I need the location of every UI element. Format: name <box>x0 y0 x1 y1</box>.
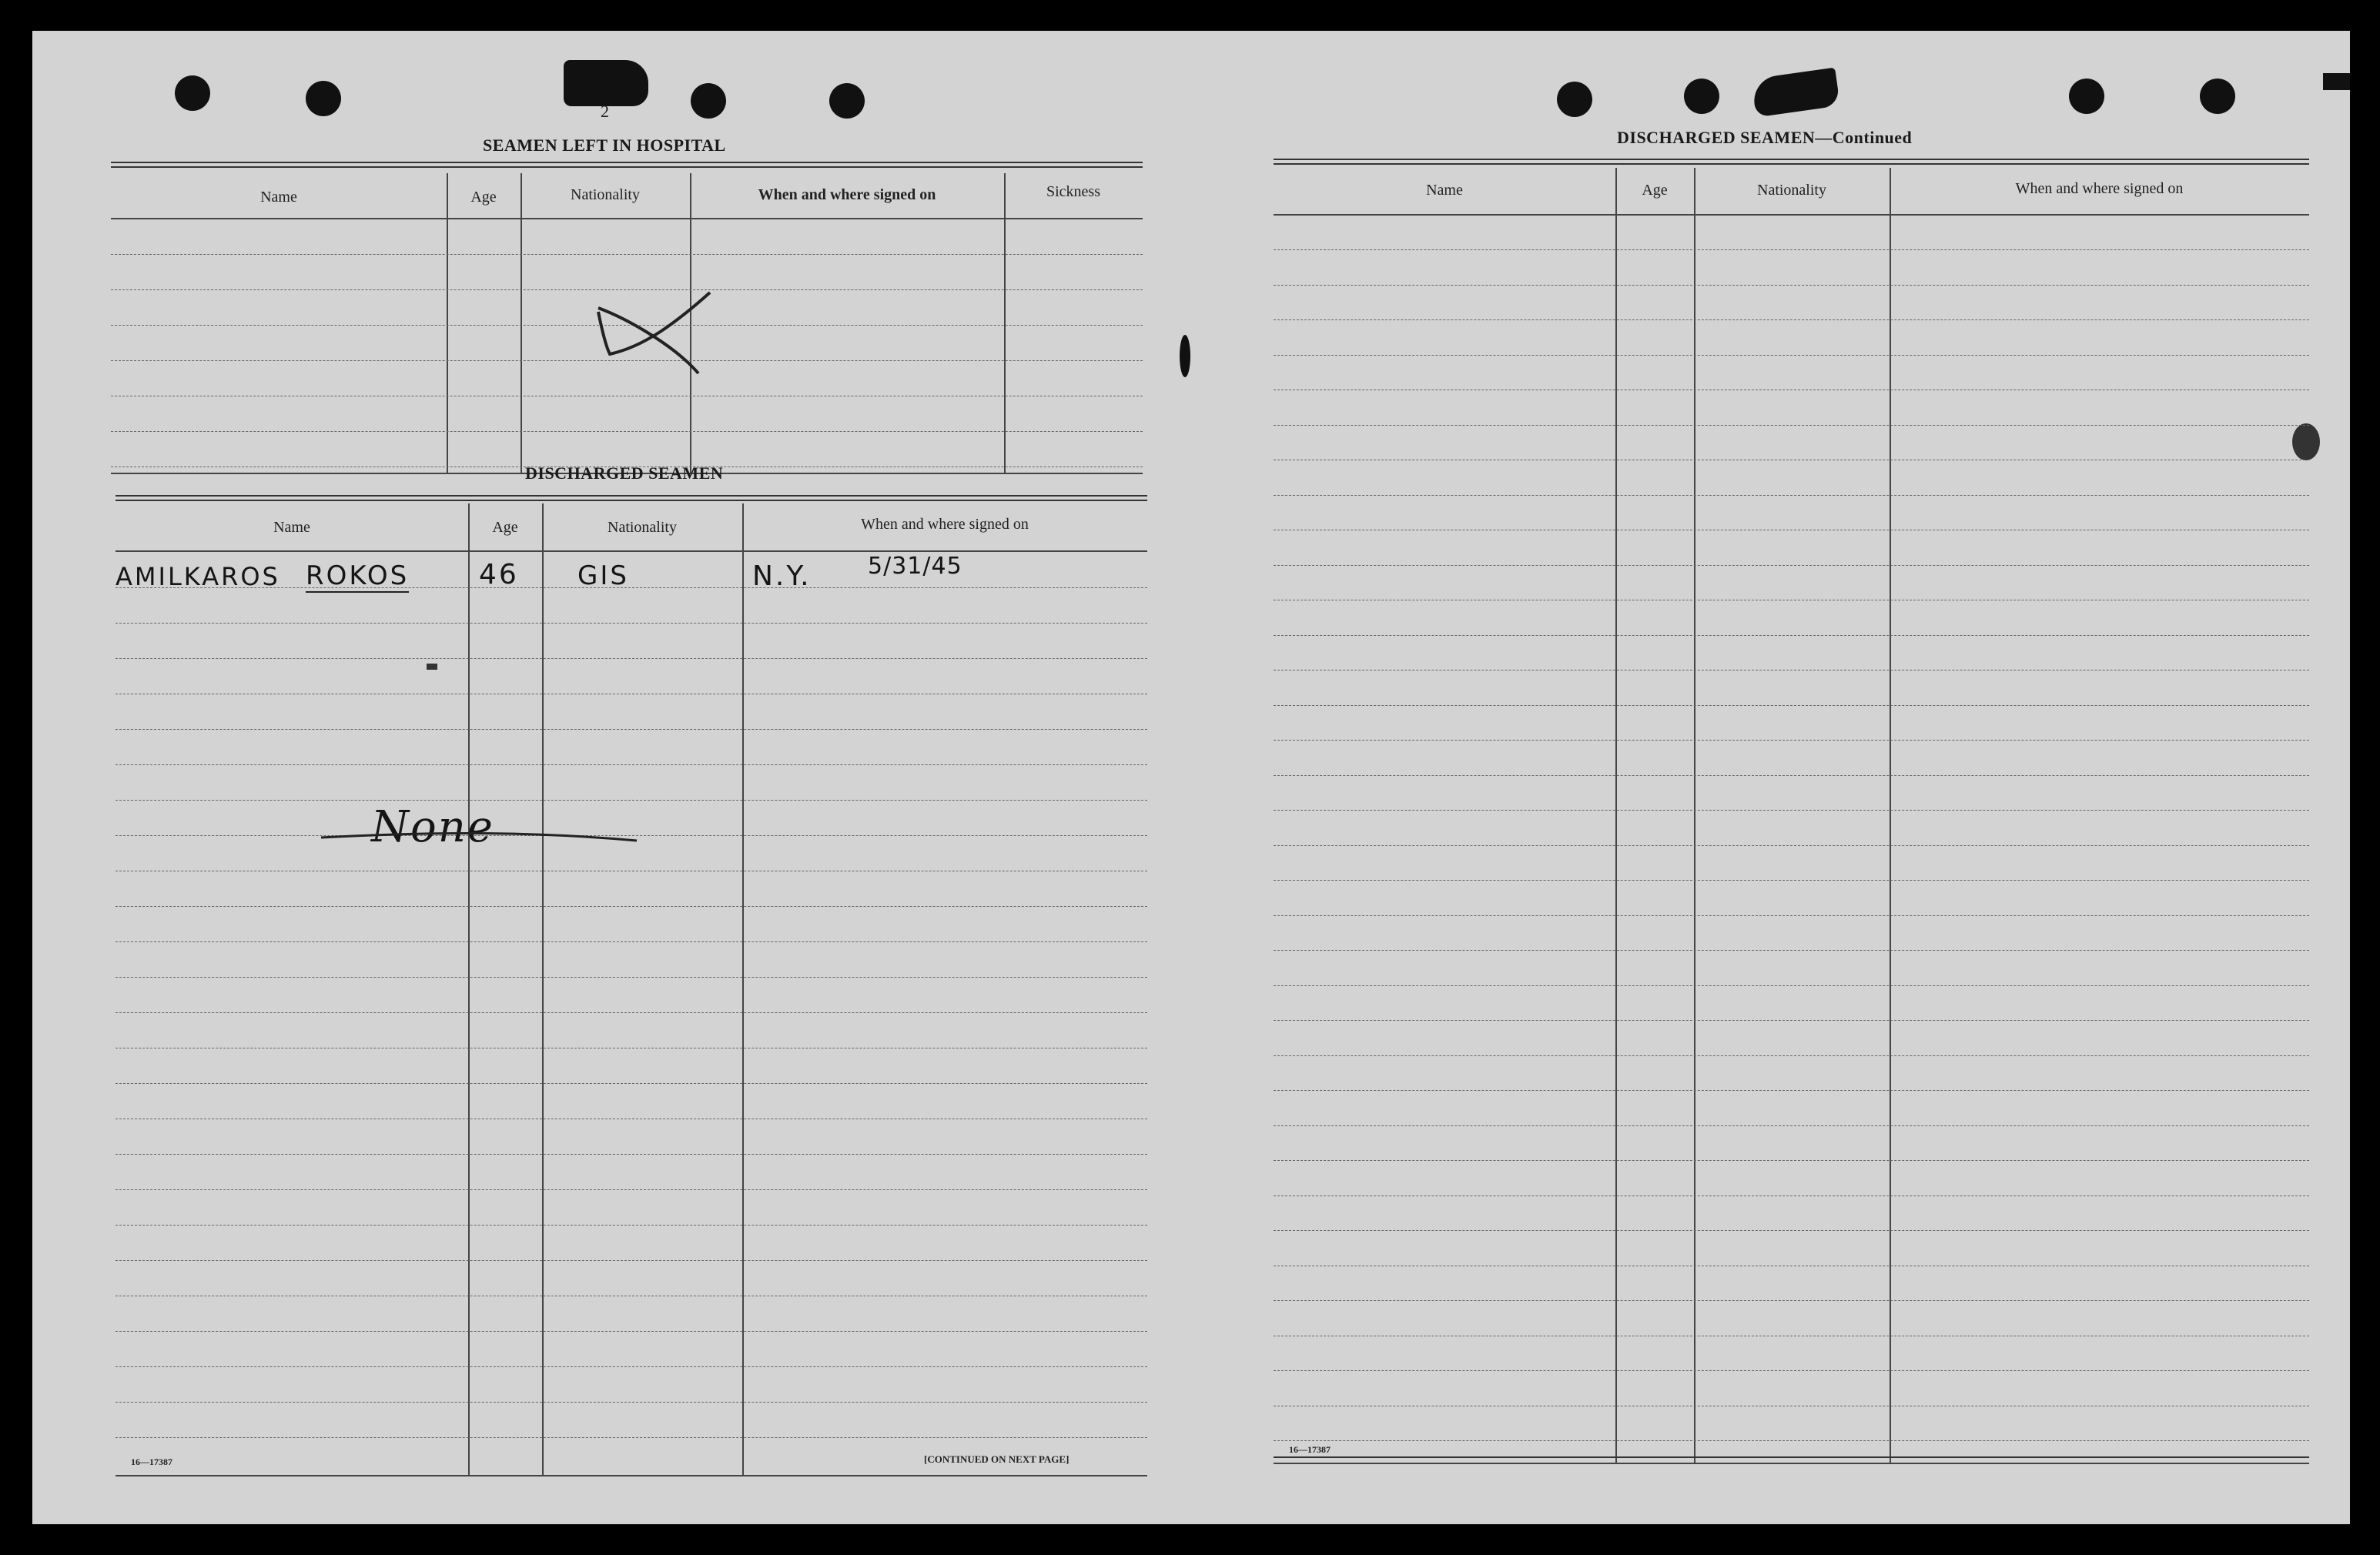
row-line <box>115 1260 1147 1261</box>
column-divider <box>1004 173 1006 473</box>
rule <box>111 162 1143 163</box>
column-header-nationality: Nationality <box>571 186 640 203</box>
column-divider <box>742 503 744 1475</box>
column-header-age: Age <box>470 189 497 206</box>
punch-hole <box>2200 79 2235 114</box>
row-line <box>115 729 1147 730</box>
ink-blot <box>2323 73 2350 90</box>
rule <box>115 500 1147 501</box>
row-line <box>1274 950 2309 951</box>
row-line <box>111 431 1143 432</box>
punch-hole <box>829 83 865 119</box>
column-header-age: Age <box>492 519 518 536</box>
punch-hole <box>175 75 210 111</box>
column-divider <box>1694 168 1695 1463</box>
row-line <box>115 1331 1147 1332</box>
column-header-name: Name <box>1426 182 1463 199</box>
punch-hole <box>2069 79 2104 114</box>
column-divider <box>521 173 522 473</box>
seaman-last-name: ROKOS <box>306 560 410 591</box>
ink-blot <box>564 60 648 106</box>
row-line <box>1274 1055 2309 1056</box>
rule <box>1274 159 2309 160</box>
column-header-name: Name <box>260 189 297 206</box>
discharged-section-title: DISCHARGED SEAMEN <box>525 463 724 483</box>
column-divider <box>468 503 470 1475</box>
punch-hole <box>691 83 726 119</box>
rule <box>115 495 1147 497</box>
form-number: 16—17387 <box>1289 1444 1331 1455</box>
signed-on-date: 5/31/45 <box>868 553 962 580</box>
row-line <box>1274 915 2309 916</box>
row-line <box>115 764 1147 765</box>
column-header-age: Age <box>1642 182 1668 199</box>
row-line <box>1274 1125 2309 1126</box>
row-line <box>1274 810 2309 811</box>
row-line <box>1274 1440 2309 1441</box>
row-line <box>1274 985 2309 986</box>
row-line <box>1274 880 2309 881</box>
ink-blot <box>1751 68 1840 118</box>
row-line <box>111 254 1143 255</box>
strike-line <box>317 807 641 853</box>
header-rule <box>111 218 1143 219</box>
column-divider <box>1890 168 1891 1463</box>
column-header-signed-on: When and where signed on <box>861 516 1029 533</box>
column-header-signed-on: When and where signed on <box>758 186 936 203</box>
row-line <box>115 941 1147 942</box>
document-page <box>32 31 2350 1524</box>
seaman-nationality: GIS <box>577 560 629 591</box>
row-line <box>1274 425 2309 426</box>
rule <box>1274 1463 2309 1464</box>
row-line <box>1274 740 2309 741</box>
ink-mark <box>427 664 437 670</box>
row-line <box>1274 249 2309 250</box>
continued-note: [CONTINUED ON NEXT PAGE] <box>924 1453 1069 1465</box>
column-divider <box>447 173 448 473</box>
rule <box>1274 163 2309 165</box>
column-header-nationality: Nationality <box>1757 182 1826 199</box>
row-line <box>1274 705 2309 706</box>
row-line <box>115 623 1147 624</box>
row-line <box>1274 495 2309 496</box>
row-line <box>115 1437 1147 1438</box>
crossed-out-note: None <box>371 802 494 852</box>
signed-on-place: N.Y. <box>752 560 812 592</box>
row-line <box>115 1154 1147 1155</box>
column-header-sickness: Sickness <box>1046 183 1100 200</box>
row-line <box>115 1225 1147 1226</box>
row-line <box>1274 355 2309 356</box>
column-divider <box>1615 168 1617 1463</box>
row-line <box>115 1366 1147 1367</box>
ink-blot <box>1180 335 1190 377</box>
column-header-nationality: Nationality <box>608 519 677 536</box>
page-number: 2 <box>601 102 609 121</box>
row-line <box>1274 635 2309 636</box>
row-line <box>115 1012 1147 1013</box>
row-line <box>1274 1020 2309 1021</box>
row-line <box>1274 285 2309 286</box>
rule <box>111 166 1143 168</box>
row-line <box>1274 1300 2309 1301</box>
discharged-continued-title: DISCHARGED SEAMEN—Continued <box>1617 128 1913 147</box>
cross-mark <box>583 277 737 385</box>
row-line <box>1274 1230 2309 1231</box>
row-line <box>115 1402 1147 1403</box>
row-line <box>1274 1160 2309 1161</box>
row-line <box>1274 1090 2309 1091</box>
ink-blot <box>2292 423 2320 460</box>
punch-hole <box>1684 79 1719 114</box>
seaman-first-name: AMILKAROS <box>115 562 280 591</box>
column-divider <box>542 503 544 1475</box>
row-line <box>115 1083 1147 1084</box>
column-header-signed-on: When and where signed on <box>2015 180 2184 197</box>
row-line <box>1274 1370 2309 1371</box>
row-line <box>115 1189 1147 1190</box>
row-line <box>1274 565 2309 566</box>
form-number: 16—17387 <box>131 1456 172 1467</box>
punch-hole <box>1557 82 1592 117</box>
row-line <box>1274 319 2309 320</box>
row-line <box>115 977 1147 978</box>
column-header-name: Name <box>273 519 310 536</box>
row-line <box>115 658 1147 659</box>
row-line <box>1274 845 2309 846</box>
punch-hole <box>306 81 341 116</box>
row-line <box>115 800 1147 801</box>
hospital-section-title: SEAMEN LEFT IN HOSPITAL <box>483 135 726 155</box>
header-rule <box>115 550 1147 552</box>
rule <box>1274 1456 2309 1458</box>
row-line <box>1274 775 2309 776</box>
seaman-age: 46 <box>479 559 519 590</box>
rule <box>115 1475 1147 1476</box>
row-line <box>115 906 1147 907</box>
header-rule <box>1274 214 2309 216</box>
